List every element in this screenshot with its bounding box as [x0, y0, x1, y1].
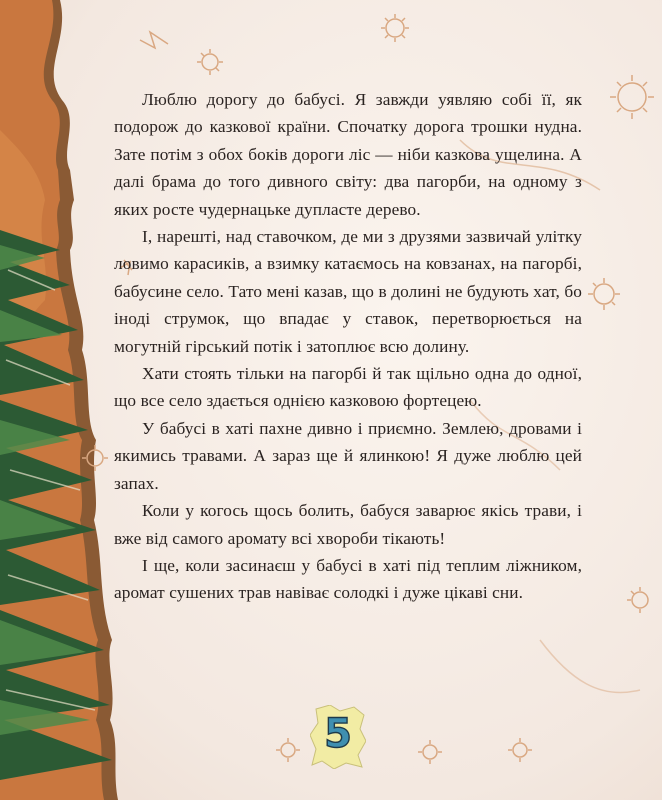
paragraph: І ще, коли засинаєш у бабусі в хаті під теплим ліжником, аромат сушених трав навіває солодкі і дуже цікаві сни.	[114, 555, 582, 603]
sun-doodle-icon	[381, 14, 409, 42]
paragraph: У бабусі в хаті пахне дивно і приємно. Землею, дровами і якимись травами. А зараз ще й ялинкою! Я дуже люблю цей запах.	[114, 418, 582, 493]
sun-doodle-icon	[627, 587, 648, 613]
sun-doodle-icon	[508, 738, 532, 762]
paragraph: Люблю дорогу до бабусі. Я завжди уявляю собі її, як подорож до казкової країни. Спочатку дорога трошки нудна. Зате потім з обох боків дороги ліс — ніби казкова ущелина. А далі брама до того дивного світу: два пагорби, на одному з яких росте чудернацьке дупласте дерево.	[114, 90, 582, 219]
sun-doodle-icon	[588, 278, 620, 310]
page-number: 5	[324, 711, 352, 757]
paragraph: Коли у когось щось болить, бабуся заварює якісь трави, і вже від самого аромату всі хвороби тікають!	[114, 501, 582, 548]
paragraph: Хати стоять тільки на пагорбі й так щільно одна до одної, що все село здається однією казковою фортецею.	[114, 364, 582, 411]
sun-doodle-icon	[276, 738, 300, 762]
sun-doodle-icon	[418, 740, 442, 764]
sun-doodle-icon	[197, 49, 223, 75]
page-number-badge	[310, 705, 366, 769]
paragraph: І, нарешті, над ставочком, де ми з друзями зазвичай улітку ловимо карасиків, а взимку катаємось на ковзанах, на пагорбі, бабусине село. Тато мені казав, що в долині не будують хат, бо іноді струмок, що впадає у ставок, перетворюється на могутній гірський потік і затоплює всю долину.	[114, 227, 582, 356]
sun-doodle-icon	[610, 75, 654, 119]
story-text	[114, 86, 582, 607]
